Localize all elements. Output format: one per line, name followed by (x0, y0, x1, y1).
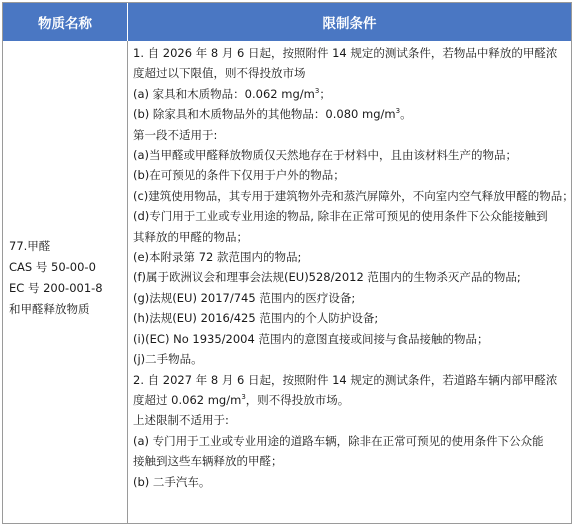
unit-superscript: 3 (314, 86, 320, 95)
condition-line: 接触到这些车辆释放的甲醛； (133, 454, 283, 469)
ec-number: EC 号 200-001-8 (9, 281, 103, 295)
condition-line: (j)二手物品。 (133, 352, 203, 367)
cas-number: CAS 号 50-00-0 (9, 260, 96, 274)
condition-line: (b) 二手汽车。 (133, 474, 211, 489)
condition-text: 。 (400, 107, 412, 122)
condition-line: (a)当甲醛或甲醛释放物质仅天然地存在于材料中，且由该材料生产的物品； (133, 148, 518, 163)
condition-text: (a) 家具和木质物品：0.062 mg/m (133, 86, 315, 101)
condition-line: (c)建筑使用物品，其专用于建筑物外壳和蒸汽屏障外，不向室内空气释放甲醛的物品； (133, 188, 574, 203)
condition-text: ，则不得投放市场。 (245, 392, 350, 407)
header-substance-name: 物质名称 (3, 3, 128, 41)
formaldehyde-releasers: 和甲醛释放物质 (9, 302, 90, 316)
condition-line: (g)法规(EU) 2017/745 范围内的医疗设备; (133, 290, 356, 305)
condition-line (133, 390, 565, 410)
condition-line: (f)属于欧洲议会和理事会法规(EU)528/2012 范围内的生物杀灭产品的物品; (133, 270, 521, 285)
header-restriction-conditions: 限制条件 (322, 16, 377, 32)
condition-line (133, 104, 565, 124)
condition-line: (e)本附录第 72 款范围内的物品; (133, 250, 302, 265)
condition-line: 1. 自 2026 年 8 月 6 日起，按照附件 14 规定的测试条件，若物品中释放的甲醛浓 (133, 46, 558, 60)
condition-text: ； (319, 86, 331, 101)
condition-line: (d)专门用于工业或专业用途的物品, 除非在正常可预见的使用条件下公众能接触到 (133, 209, 548, 224)
substance-cell (3, 41, 128, 523)
substance-name: 77.甲醛 (9, 239, 51, 253)
table-row (3, 41, 574, 523)
condition-line: (a) 专门用于工业或专业用途的道路车辆，除非在正常可预见的使用条件下公众能 (133, 433, 544, 448)
restriction-table (2, 2, 572, 524)
condition-line (133, 84, 565, 104)
condition-line: 度超过以下限值，则不得投放市场 (133, 66, 306, 81)
condition-text: (b) 除家具和木质物品外的其他物品：0.080 mg/m (133, 107, 396, 122)
condition-line: 其释放的甲醛的物品； (133, 229, 248, 244)
condition-line: 第一段不适用于: (133, 127, 218, 142)
condition-line: 上述限制不适用于: (133, 413, 229, 428)
condition-line: (i)(EC) No 1935/2004 范围内的意图直接或间接与食品接触的物品； (133, 331, 489, 346)
unit-superscript: 3 (241, 393, 246, 402)
conditions-cell (128, 41, 574, 523)
condition-line: (h)法规(EU) 2016/425 范围内的个人防护设备; (133, 311, 379, 326)
table-header (3, 3, 571, 41)
condition-line: 2. 自 2027 年 8 月 6 日起，按照附件 14 规定的测试条件，若道路车辆内部甲醛浓 (133, 372, 558, 387)
unit-superscript: 3 (395, 107, 401, 116)
condition-text: 度超过 0.062 mg/m (133, 392, 242, 407)
condition-line: (b)在可预见的条件下仅用于户外的物品； (133, 168, 345, 183)
